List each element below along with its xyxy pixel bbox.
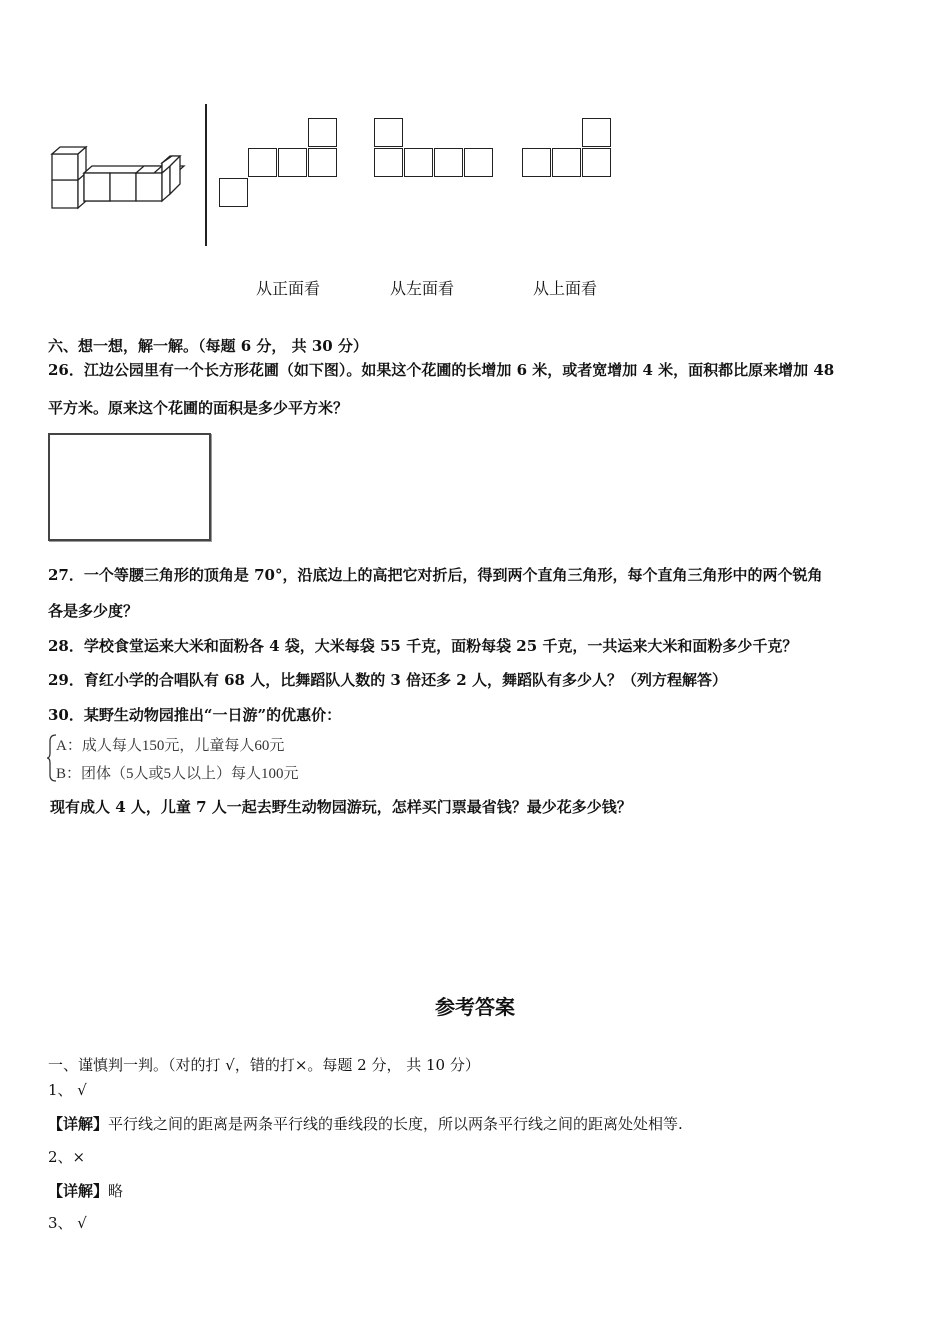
q30-option-b: B：团体（5人或5人以上）每人100元 xyxy=(56,766,299,782)
answers-title: 参考答案 xyxy=(435,995,515,1019)
top-view-label: 从上面看 xyxy=(533,279,598,298)
front-view-grid xyxy=(219,118,339,210)
flower-bed-rectangle xyxy=(48,433,211,541)
divider-line xyxy=(205,104,207,246)
answer-2-detail xyxy=(48,1181,123,1201)
q28: 28．学校食堂运来大米和面粉各 4 袋，大米每袋 55 千克，面粉每袋 25 千克，一共运来大米和面粉多少千克？ xyxy=(48,637,798,655)
detail-text: 平行线之间的距离是两条平行线的垂线段的长度，所以两条平行线之间的距离处处相等. xyxy=(108,1115,683,1133)
q27-line1: 27．一个等腰三角形的顶角是 70°，沿底边上的高把它对折后，得到两个直角三角形，每个直角三角形中的两个锐角 xyxy=(48,566,823,584)
answer-1: 1、 √ xyxy=(48,1081,87,1099)
top-view-grid xyxy=(522,118,614,180)
answer-3: 3、 √ xyxy=(48,1214,87,1232)
q27-line2: 各是多少度？ xyxy=(48,602,139,620)
cube-3d-figure xyxy=(48,144,188,214)
left-view-label: 从左面看 xyxy=(390,279,455,298)
detail-tag: 【详解】 xyxy=(48,1182,109,1200)
answer-1-detail xyxy=(48,1114,683,1134)
q26-line2: 平方米。原来这个花圃的面积是多少平方米？ xyxy=(48,399,349,417)
left-view-grid xyxy=(374,118,496,180)
answers-section1-heading: 一、谨慎判一判。（对的打 √，错的打×。每题 2 分， 共 10 分） xyxy=(48,1056,480,1074)
answer-2: 2、× xyxy=(48,1148,86,1166)
section6-heading: 六、想一想，解一解。（每题 6 分， 共 30 分） xyxy=(48,337,368,355)
q29: 29．育红小学的合唱队有 68 人，比舞蹈队人数的 3 倍还多 2 人，舞蹈队有多少人？（列方程解答） xyxy=(48,671,727,689)
q30-option-a: A：成人每人150元，儿童每人60元 xyxy=(56,738,285,754)
q30: 30．某野生动物园推出“一日游”的优惠价： xyxy=(48,706,342,724)
front-view-label: 从正面看 xyxy=(256,279,321,298)
q26-line1: 26．江边公园里有一个长方形花圃（如下图）。如果这个花圃的长增加 6 米，或者宽增加 4 米，面积都比原来增加 48 xyxy=(48,361,835,379)
detail-tag: 【详解】 xyxy=(48,1115,109,1133)
q30-question: 现有成人 4 人，儿童 7 人一起去野生动物园游玩，怎样买门票最省钱？最少花多少钱？ xyxy=(50,798,632,816)
detail-text: 略 xyxy=(108,1182,124,1200)
